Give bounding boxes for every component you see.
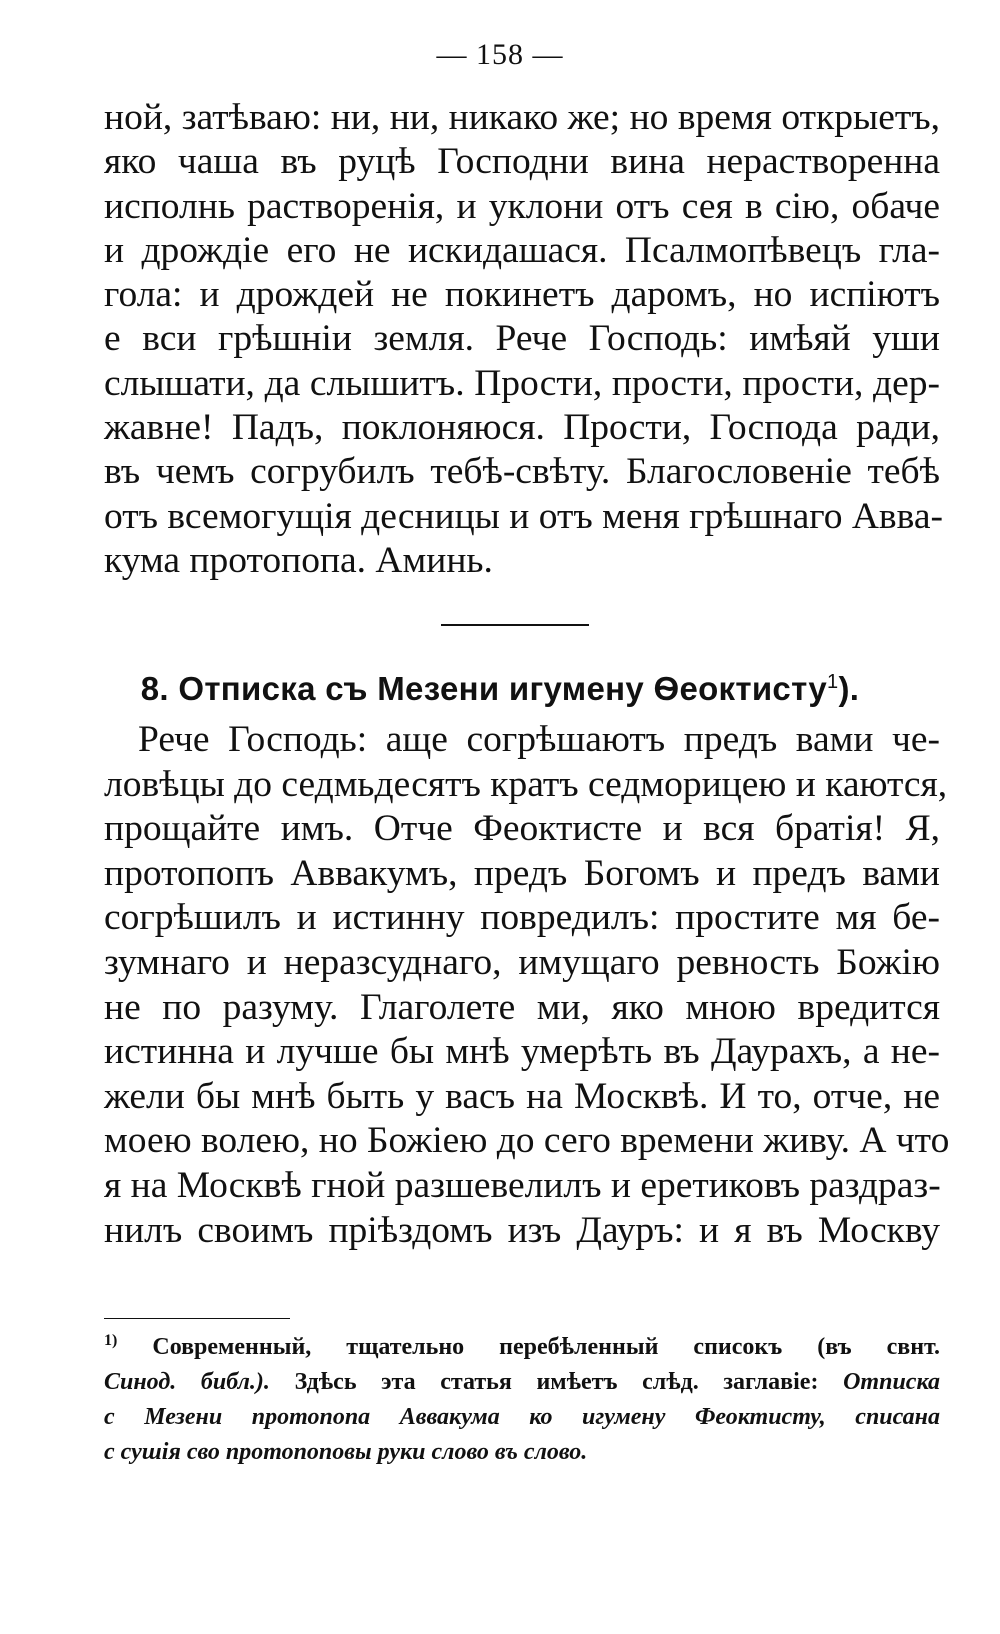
- footnote-line: с Мезени протопопа Аввакума ко игумену Феоктисту, списана: [104, 1404, 940, 1430]
- section-heading: [0, 670, 1000, 708]
- text-line: Рече Господь: аще согрѣшаютъ предъ вами че-: [138, 719, 940, 760]
- text-line: нилъ своимъ пріѣздомъ изъ Дауръ: и я въ Москву: [104, 1209, 940, 1251]
- footnote-rule: [104, 1318, 290, 1319]
- text-line: слышати, да слышитъ. Прости, прости, прости, дер-: [104, 362, 940, 404]
- text-line: отъ всемогущія десницы и отъ меня грѣшнаго Авва-: [104, 495, 943, 537]
- text-line: прощайте имъ. Отче Феоктисте и вся братія! Я,: [104, 808, 940, 850]
- footnote-line: [104, 1365, 940, 1400]
- text-line: зумнаго и неразсуднаго, имущаго ревность Божію: [104, 941, 940, 983]
- text-line: жели бы мнѣ быть у васъ на Москвѣ. И то, отче, не: [104, 1075, 940, 1117]
- footnote-text: Здѣсь эта статья имѣетъ слѣд. заглавіе:: [294, 1369, 819, 1395]
- text-line: гола: и дрождей не покинетъ даромъ, но испіютъ: [104, 274, 940, 316]
- text-line: исполнь растворенія, и уклони отъ сея в сію, обаче: [104, 185, 940, 227]
- body-paragraph: [104, 718, 950, 1253]
- text-line: я на Москвѣ гной разшевелилъ и еретиковъ раздраз-: [104, 1164, 941, 1206]
- page-number: — 158 —: [436, 38, 564, 71]
- text-line: моею волею, но Божіею до сего времени живу. А что: [104, 1120, 950, 1162]
- text-line: протопопъ Аввакумъ, предъ Богомъ и предъ вами: [104, 852, 940, 894]
- section-title-closing: ).: [838, 670, 860, 707]
- footnote-source: Синод. библ.).: [104, 1369, 270, 1395]
- footnote-line: [104, 1330, 940, 1365]
- footnote-mark: 1): [104, 1332, 118, 1349]
- section-title: Отписка съ Мезени игумену Ѳеоктисту: [178, 670, 828, 707]
- text-line: кума протопопа. Аминь.: [104, 539, 493, 581]
- text-line: жавне! Падъ, поклоняюся. Прости, Господа ради,: [104, 407, 940, 449]
- footnote-text: Современный, тщательно перебѣленный списокъ (въ свнт.: [152, 1334, 941, 1360]
- text-line: въ чемъ согрубилъ тебѣ-свѣту. Благословеніе тебѣ: [104, 451, 940, 493]
- text-line: не по разуму. Глаголете ми, яко мною вредится: [104, 986, 940, 1028]
- footnote-line: с сушія сво протопоповы руки слово въ слово.: [104, 1439, 588, 1465]
- footnote: [104, 1330, 940, 1470]
- text-line: истинна и лучше бы мнѣ умерѣть въ Даурахъ, а не-: [104, 1031, 940, 1073]
- text-line: ловѣцы до седмьдесятъ кратъ седморицею и каются,: [104, 763, 948, 805]
- text-line: ной, затѣваю: ни, ни, никако же; но время открыетъ,: [104, 97, 940, 138]
- text-line: яко чаша въ руцѣ Господни вина нерастворенна: [104, 141, 940, 183]
- text-line: е вси грѣшніи земля. Рече Господь: имѣяй уши: [104, 318, 940, 360]
- text-line: согрѣшилъ и истинну повредилъ: простите мя бе-: [104, 897, 940, 939]
- text-line: и дрождіе его не искидашася. Псалмопѣвецъ гла-: [104, 229, 940, 271]
- footnote-title-start: Отписка: [843, 1369, 941, 1395]
- section-number: 8.: [140, 670, 169, 707]
- section-separator: [441, 624, 589, 626]
- footnote-reference: 1: [827, 671, 839, 693]
- top-paragraph: [104, 96, 943, 583]
